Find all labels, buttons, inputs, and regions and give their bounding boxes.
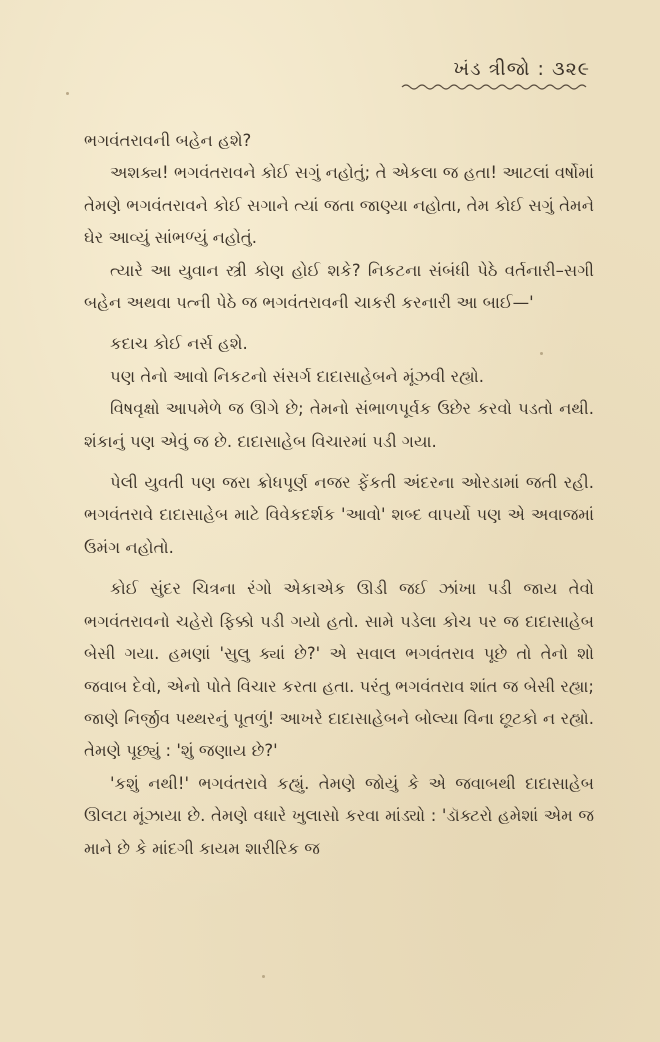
running-head (400, 58, 590, 92)
running-head-text: ખંડ ત્રીજો : ૩૨૯ (453, 58, 590, 80)
paper-speck (66, 92, 69, 95)
paragraph: 'કશું નથી!' ભગવંતરાવે કહ્યું. તેમણે જોયું કે એ જવાબથી દાદાસાહેબ ઊલટા મૂંઝાયા છે. તેમણે વધારે ખુલાસો કરવા માંડ્યો : 'ડૉક્ટરો હમેશાં એમ જ માને છે કે માંદગી કાયમ શારીરિક જ (84, 773, 594, 858)
paragraph: પણ તેનો આવો નિકટનો સંસર્ગ દાદાસાહેબને મૂંઝવી રહ્યો. (110, 366, 485, 386)
paragraph: વિષવૃક્ષો આપમેળે જ ઊગે છે; તેમનો સંભાળપૂર્વક ઉછેર કરવો પડતો નથી. શંકાનું પણ એવું જ છે. દાદાસાહેબ વિચારમાં પડી ગયા. (84, 399, 594, 451)
paragraph: પેલી યુવતી પણ જરા ક્રોધપૂર્ણ નજર ફેંકતી અંદરના ઓરડામાં જતી રહી. ભગવંતરાવે દાદાસાહેબ માટે વિવેકદર્શક 'આવો' શબ્દ વાપર્યો પણ એ અવાજમાં ઉમંગ નહોતો. (84, 473, 594, 557)
paper-speck (540, 352, 543, 355)
decorative-squiggle-rule (400, 82, 590, 92)
paragraph: ત્યારે આ યુવાન સ્ત્રી કોણ હોઈ શકે? નિકટના સંબંધી પેઠે વર્તનારી–સગી બહેન અથવા પત્ની પેઠે જ ભગવંતરાવની ચાકરી કરનારી આ બાઈ—' (84, 260, 594, 313)
paragraph: કોઈ સુંદર ચિત્રના રંગો એકાએક ઊડી જઈ ઝાંખા પડી જાય તેવો ભગવંતરાવનો ચહેરો ફિક્કો પડી ગયો હતો. સામે પડેલા કોચ પર જ દાદાસાહેબ બેસી ગયા. હમણાં 'સુલુ ક્યાં છે?' એ સવાલ ભગવંતરાવ પૂછે તો તેનો શો જવાબ દેવો, એનો પોતે વિચાર કરતા હતા. પરંતુ ભગવંતરાવ શાંત જ બેસી રહ્યા; જાણે નિર્જીવ પથ્થરનું પૂતળું! આખરે દાદાસાહેબને બોલ્યા વિના છૂટકો ન રહ્યો. તેમણે પૂછ્યું : 'શું જણાય છે?' (84, 579, 594, 761)
paper-speck (262, 975, 265, 978)
paragraph: ભગવંતરાવની બહેન હશે? (84, 131, 252, 150)
paragraph: કદાચ કોઈ નર્સ હશે. (110, 334, 248, 354)
body-text (84, 125, 594, 865)
paragraph: અશક્ય! ભગવંતરાવને કોઈ સગું નહોતું; તે એકલા જ હતા! આટલાં વર્ષોમાં તેમણે ભગવંતરાવને કોઈ સગાને ત્યાં જતા જાણ્યા નહોતા, તેમ કોઈ સગું તેમને ઘેર આવ્યું સાંભળ્યું નહોતું. (84, 163, 594, 248)
